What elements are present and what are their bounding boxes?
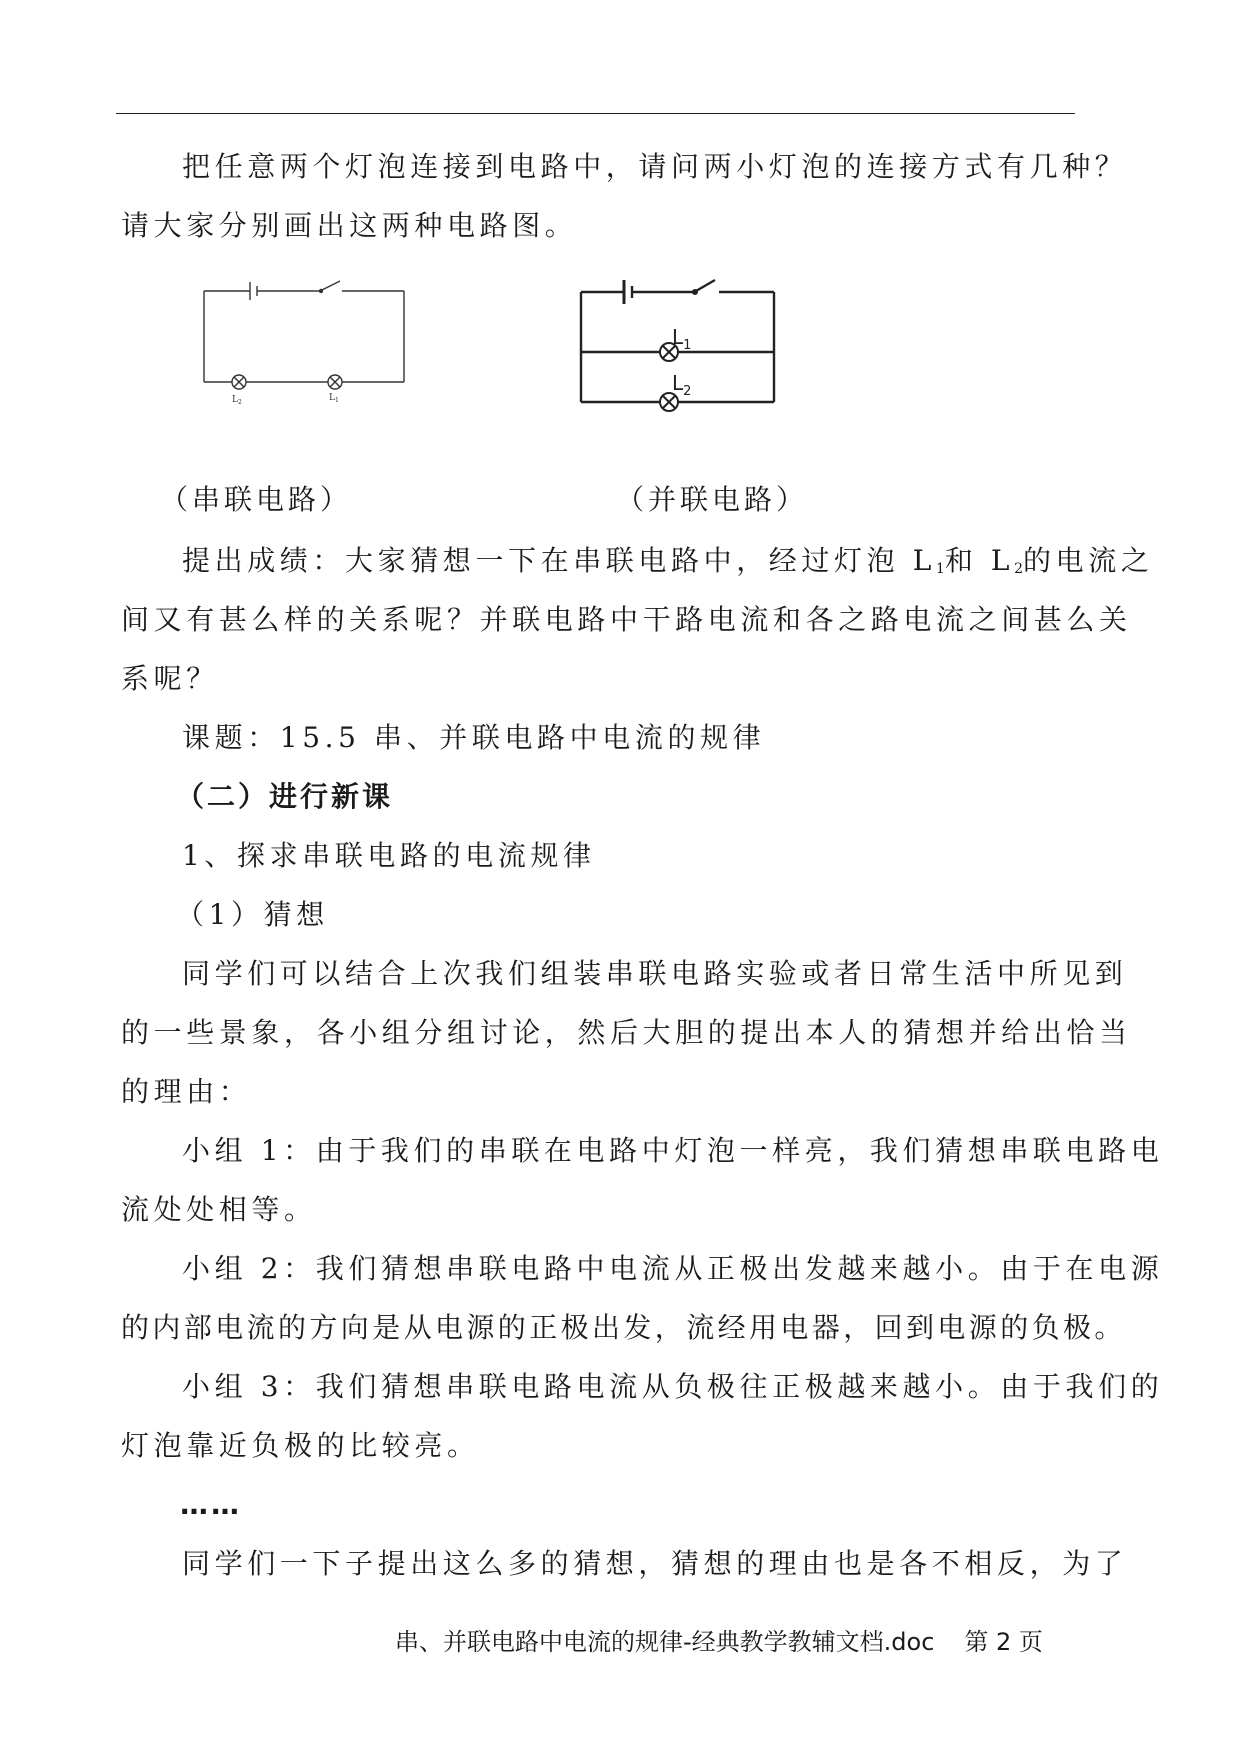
question-line-2: 间又有甚么样的关系呢？并联电路中干路电流和各之路电流之间甚么关 — [121, 603, 1132, 636]
footer-doc-title: 串、并联电路中电流的规律-经典教学教辅文档.doc — [395, 1628, 935, 1656]
question-text-a: 提出成绩：大家猜想一下在串联电路中，经过灯泡 L — [182, 544, 936, 577]
series-circuit-diagram — [200, 280, 410, 410]
question-line-3: 系呢？ — [121, 662, 219, 695]
group-1-line-2: 流处处相等。 — [121, 1193, 317, 1226]
question-line-1 — [121, 531, 1154, 599]
header-rule — [116, 113, 1075, 114]
series-lamp-b-sub: 1 — [334, 397, 339, 404]
svg-text:L2 — [232, 395, 242, 406]
subscript-1: 1 — [935, 561, 945, 577]
svg-text:L2 — [672, 371, 691, 399]
prompt-line-3: 的理由： — [121, 1075, 252, 1108]
svg-text:L1 — [329, 393, 339, 404]
parallel-lamp1-sub: 1 — [683, 338, 692, 353]
series-lamp-a-label: L — [232, 395, 238, 405]
parallel-lamp1-label: L — [672, 325, 684, 349]
series-lamp-a-sub: 2 — [237, 399, 242, 406]
question-text-b: 和 L — [944, 544, 1015, 577]
ellipsis: …… — [180, 1488, 242, 1521]
intro-line-1: 把任意两个灯泡连接到电路中，请问两小灯泡的连接方式有几种？ — [182, 150, 1128, 183]
section-heading: （二）进行新课 — [176, 780, 394, 813]
parallel-lamp2-sub: 2 — [683, 384, 692, 399]
topic-line: 课题：15.5 串、并联电路中电流的规律 — [182, 721, 766, 754]
footer-page-number: 第 2 页 — [964, 1628, 1043, 1656]
group-3-line-1: 小组 3：我们猜想串联电路电流从负极往正极越来越小。由于我们的 — [182, 1370, 1164, 1403]
parallel-circuit-diagram — [578, 270, 798, 420]
subscript-2: 2 — [1014, 561, 1024, 577]
question-text-c: 的电流之 — [1023, 544, 1154, 577]
prompt-line-2: 的一些景象，各小组分组讨论，然后大胆的提出本人的猜想并给出恰当 — [121, 1016, 1132, 1049]
group-1-line-1: 小组 1：由于我们的串联在电路中灯泡一样亮，我们猜想串联电路电 — [182, 1134, 1164, 1167]
parallel-lamp2-label: L — [672, 371, 684, 395]
group-3-line-2: 灯泡靠近负极的比较亮。 — [121, 1429, 480, 1462]
group-2-line-1: 小组 2：我们猜想串联电路中电流从正极出发越来越小。由于在电源 — [182, 1252, 1164, 1285]
subsection-title: 1、探求串联电路的电流规律 — [182, 839, 596, 872]
parallel-caption: （并联电路） — [616, 483, 809, 516]
prompt-line-1: 同学们可以结合上次我们组装串联电路实验或者日常生活中所见到 — [182, 957, 1128, 990]
group-2-line-2: 的内部电流的方向是从电源的正极出发，流经用电器，回到电源的负极。 — [121, 1311, 1126, 1344]
step-label: （1）猜想 — [176, 898, 329, 931]
svg-text:L1 — [672, 325, 691, 353]
series-lamp-b-label: L — [329, 393, 335, 403]
intro-line-2: 请大家分别画出这两种电路图。 — [121, 209, 578, 242]
series-caption: （串联电路） — [160, 483, 353, 516]
page-footer — [395, 1622, 1043, 1657]
closing-line: 同学们一下子提出这么多的猜想，猜想的理由也是各不相反，为了 — [182, 1547, 1128, 1580]
